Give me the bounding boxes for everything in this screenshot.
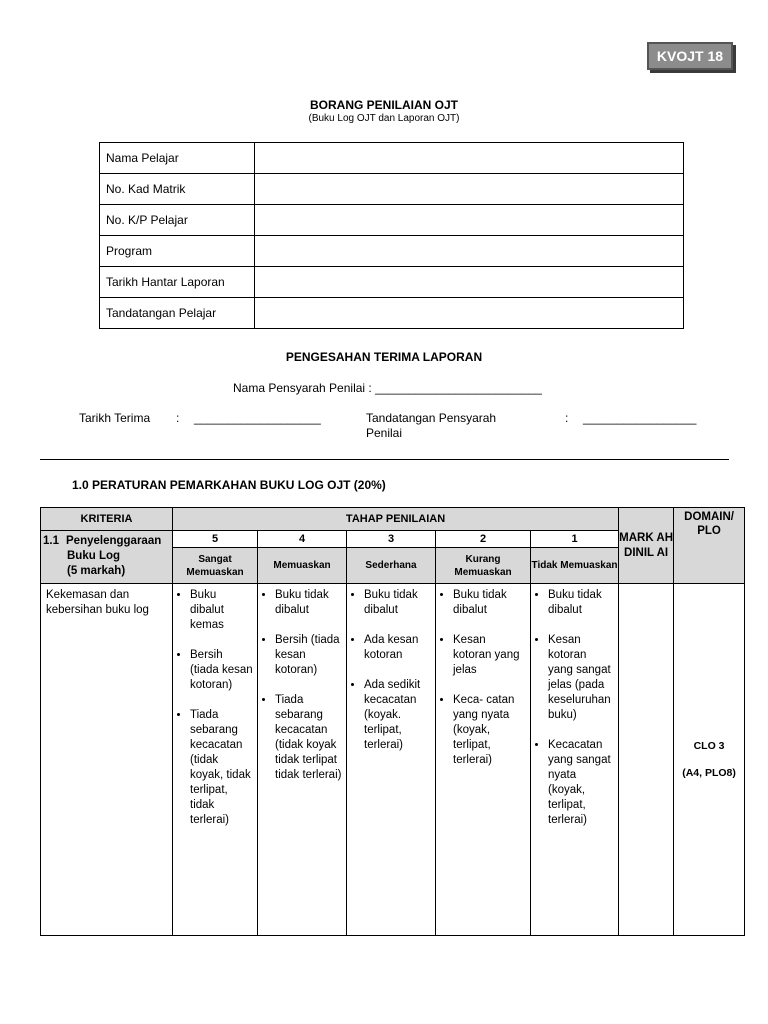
lecturer-signature-label-line2: Penilai xyxy=(366,426,403,440)
level-name-1: Tidak Memuaskan xyxy=(531,548,619,584)
criterion-heading xyxy=(41,531,173,584)
descriptor-cell-level-3 xyxy=(347,584,436,936)
descriptor-item: • Tiada sebarang kecacatan (tidak koyak tidak terlipat tidak terlerai) xyxy=(275,693,342,783)
rubric-title: 1.0 PERATURAN PEMARKAHAN BUKU LOG OJT (20%) xyxy=(72,478,386,492)
lecturer-signature-label: Tandatangan Pensyarah xyxy=(366,411,497,425)
descriptor-list xyxy=(352,588,431,753)
info-label: No. Kad Matrik xyxy=(100,174,255,205)
descriptor-item: • Kecacatan yang sangat nyata (koyak, terlipat, terlerai) xyxy=(548,738,614,828)
domain-cell xyxy=(674,584,745,936)
criterion-description: Kekemasan dan kebersihan buku log xyxy=(41,584,173,936)
descriptor-cell-level-1 xyxy=(531,584,619,936)
descriptor-item: • Tiada sebarang kecacatan (tidak koyak, tidak terlipat, tidak terlerai) xyxy=(190,708,253,828)
criterion-line2: Buku Log xyxy=(67,550,121,562)
level-name-3: Sederhana xyxy=(347,548,436,584)
domain-plo: (A4, PLO8) xyxy=(682,766,736,779)
level-name-5: Sangat Memuaskan xyxy=(173,548,258,584)
lecturer-name-field: Nama Pensyarah Penilai : _________________________ xyxy=(233,381,542,395)
level-score-3: 3 xyxy=(347,531,436,548)
info-row xyxy=(100,143,684,174)
mark-cell xyxy=(619,584,674,936)
descriptor-cell-level-4 xyxy=(258,584,347,936)
info-label: Tandatangan Pelajar xyxy=(100,298,255,329)
descriptor-item: • Ada kesan kotoran xyxy=(364,633,431,663)
descriptor-item: • Bersih (tiada kesan kotoran) xyxy=(275,633,342,678)
criterion-marks: (5 markah) xyxy=(67,565,126,577)
kriteria-header: KRITERIA xyxy=(41,508,173,531)
info-value-field[interactable] xyxy=(255,205,684,236)
date-received-label: Tarikh Terima xyxy=(79,411,151,425)
date-received-blank: ___________________ xyxy=(194,411,321,425)
info-value-field[interactable] xyxy=(255,236,684,267)
level-name-4: Memuaskan xyxy=(258,548,347,584)
form-code-badge: KVOJT 18 xyxy=(647,42,733,70)
section-divider xyxy=(40,459,729,460)
level-score-1: 1 xyxy=(531,531,619,548)
info-label: Program xyxy=(100,236,255,267)
descriptor-item: • Buku tidak dibalut xyxy=(548,588,614,618)
info-row xyxy=(100,174,684,205)
info-row xyxy=(100,236,684,267)
level-score-4: 4 xyxy=(258,531,347,548)
criterion-number: 1.1 xyxy=(43,535,59,547)
domain-header: DOMAIN/ PLO xyxy=(674,508,745,584)
descriptor-item: • Kesan kotoran yang sangat jelas (pada keseluruhan buku) xyxy=(548,633,614,723)
level-score-2: 2 xyxy=(436,531,531,548)
rubric-table xyxy=(40,507,745,936)
student-info-table xyxy=(99,142,684,329)
form-subtitle: (Buku Log OJT dan Laporan OJT) xyxy=(308,113,460,124)
descriptor-item: • Buku tidak dibalut xyxy=(275,588,342,618)
info-row xyxy=(100,205,684,236)
info-label: Nama Pelajar xyxy=(100,143,255,174)
info-row xyxy=(100,267,684,298)
descriptor-list xyxy=(263,588,342,783)
lecturer-signature-blank: _________________ xyxy=(583,411,697,425)
info-label: No. K/P Pelajar xyxy=(100,205,255,236)
markah-header: MARK AH DINIL AI xyxy=(619,508,674,584)
lecturer-signature-colon: : xyxy=(565,411,569,425)
descriptor-item: • Kesan kotoran yang jelas xyxy=(453,633,526,678)
info-value-field[interactable] xyxy=(255,174,684,205)
form-title: BORANG PENILAIAN OJT xyxy=(309,98,458,112)
descriptor-item: • Ada sedikit kecacatan (koyak. terlipat, terlerai) xyxy=(364,678,431,753)
level-score-5: 5 xyxy=(173,531,258,548)
info-row xyxy=(100,298,684,329)
info-value-field[interactable] xyxy=(255,143,684,174)
domain-clo: CLO 3 xyxy=(693,739,725,752)
descriptor-cell-level-5 xyxy=(173,584,258,936)
info-value-field[interactable] xyxy=(255,298,684,329)
descriptor-item: • Buku tidak dibalut xyxy=(453,588,526,618)
level-name-2: Kurang Memuaskan xyxy=(436,548,531,584)
descriptor-list xyxy=(178,588,253,828)
descriptor-item: • Keca- catan yang nyata (koyak, terlipat, terlerai) xyxy=(453,693,526,768)
info-label: Tarikh Hantar Laporan xyxy=(100,267,255,298)
date-received-colon: : xyxy=(176,411,180,425)
info-value-field[interactable] xyxy=(255,267,684,298)
criterion-name: Penyelenggaraan xyxy=(66,535,162,547)
descriptor-item: • Buku tidak dibalut xyxy=(364,588,431,618)
acceptance-title: PENGESAHAN TERIMA LAPORAN xyxy=(285,350,483,364)
descriptor-item: • Buku dibalut kemas xyxy=(190,588,253,633)
tahap-header: TAHAP PENILAIAN xyxy=(173,508,619,531)
descriptor-item: • Bersih (tiada kesan kotoran) xyxy=(190,648,253,693)
descriptor-cell-level-2 xyxy=(436,584,531,936)
descriptor-list xyxy=(536,588,614,828)
descriptor-list xyxy=(441,588,526,768)
